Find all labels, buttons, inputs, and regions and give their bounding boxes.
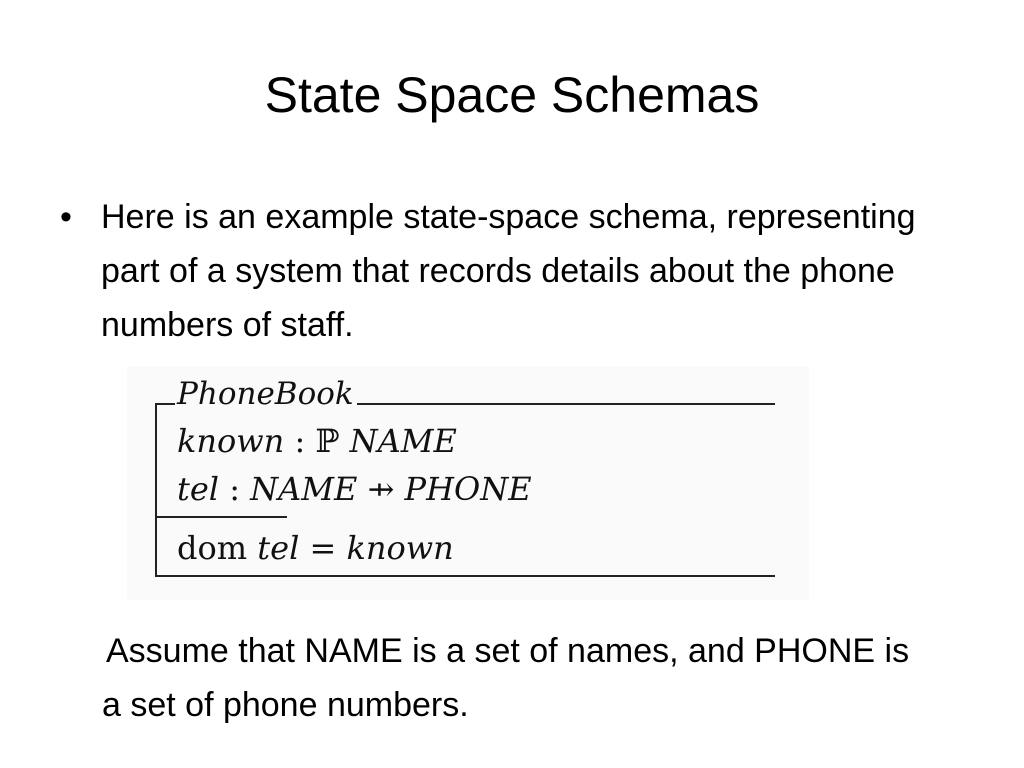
bullet-text: Here is an example state-space schema, representing part of a system that records details about the phone numbers of staff. [101, 198, 916, 344]
slide-title: State Space Schemas [264, 67, 760, 123]
decl-type: NAME ⇸ PHONE [250, 470, 532, 508]
schema-left-rule [155, 403, 157, 577]
decl-variable: tel [177, 470, 220, 508]
schema-bottom-rule [155, 575, 775, 577]
z-schema [127, 366, 809, 600]
bullet-marker: • [60, 198, 72, 236]
note-text [102, 624, 932, 732]
decl-separator: : [219, 470, 251, 508]
schema-declaration-known [177, 421, 457, 461]
schema-declaration-tel [177, 469, 532, 509]
predicate-operator: dom [177, 529, 248, 567]
schema-top-left-rule [155, 403, 175, 405]
schema-divider-rule [155, 516, 287, 518]
decl-variable: known [177, 422, 285, 460]
power-set-symbol: ℙ [315, 422, 340, 460]
schema-top-right-rule [357, 403, 775, 405]
schema-figure [127, 366, 809, 600]
decl-type: NAME [339, 422, 457, 460]
decl-separator: : [284, 422, 316, 460]
schema-predicate [177, 528, 454, 568]
schema-name: PhoneBook [177, 376, 354, 412]
note-body: Assume that NAME is a set of names, and PHONE is a set of phone numbers. [102, 632, 910, 724]
predicate-expression: tel = known [257, 529, 454, 567]
